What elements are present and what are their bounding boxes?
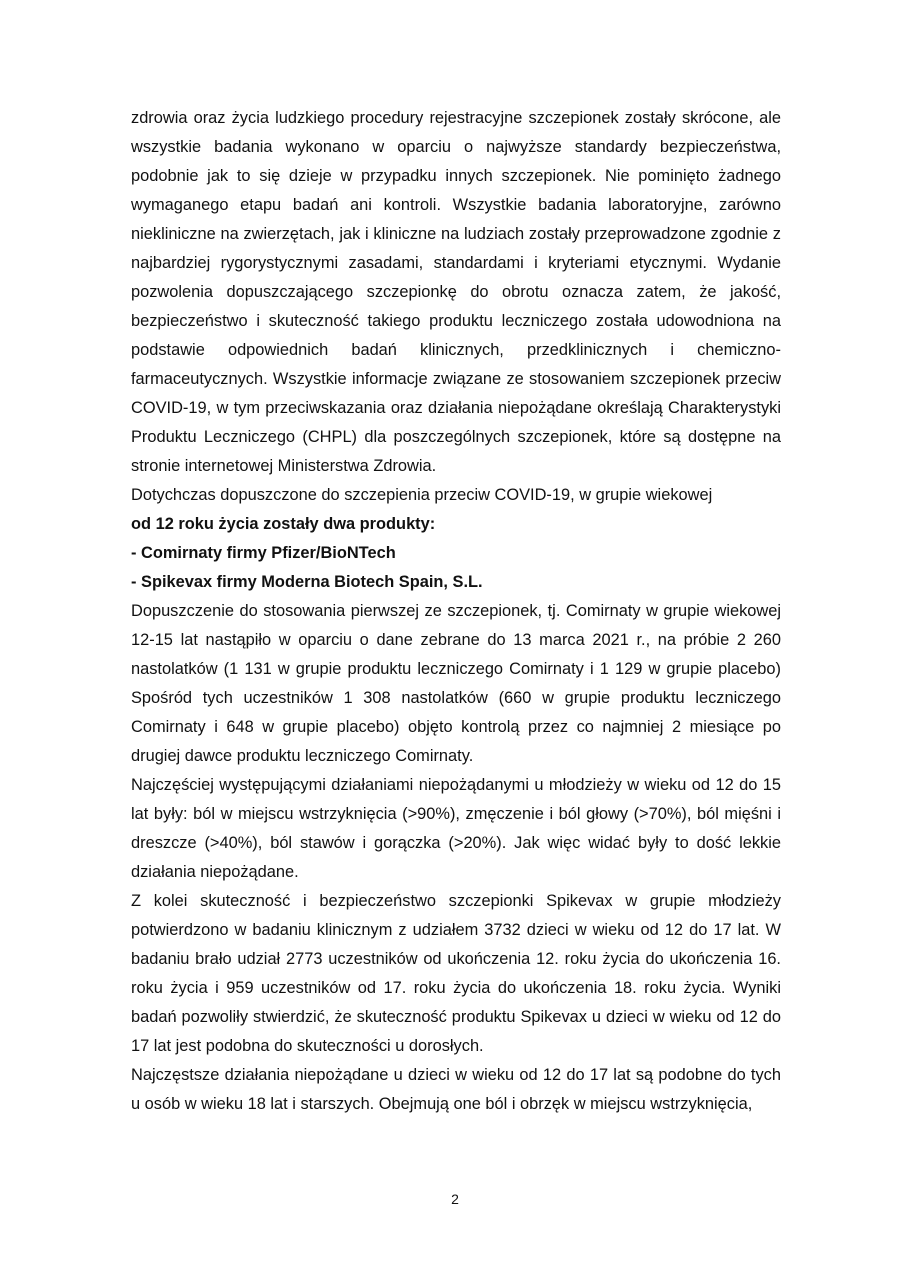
paragraph-spikevax-study: Z kolei skuteczność i bezpieczeństwo szczepionki Spikevax w grupie młodzieży potwierdzono w badaniu klinicznym z udziałem 3732 dzieci w wieku od 12 do 17 lat. W badaniu brało udział 2773 uczestników od ukończenia 12. roku życia do ukończenia 16. roku życia i 959 uczestników od 17. roku życia do ukończenia 18. roku życia. Wyniki badań pozwoliły stwierdzić, że skuteczność produktu Spikevax u dzieci w wieku od 12 do 17 lat jest podobna do skuteczności u dorosłych.	[131, 892, 781, 1055]
paragraph-comirnaty-approval: Dopuszczenie do stosowania pierwszej ze szczepionek, tj. Comirnaty w grupie wiekowej 12-15 lat nastąpiło w oparciu o dane zebrane do 13 marca 2021 r., na próbie 2 260 nastolatków (1 131 w grupie produktu leczniczego Comirnaty i 1 129 w grupie placebo) Spośród tych uczestników 1 308 nastolatków (660 w grupie produktu leczniczego Comirnaty i 648 w grupie placebo) objęto kontrolą przez co najmniej 2 miesiące po drugiej dawce produktu leczniczego Comirnaty.	[131, 602, 781, 765]
page-number: 2	[451, 1191, 459, 1207]
paragraph-side-effects-comirnaty: Najczęściej występującymi działaniami niepożądanymi u młodzieży w wieku od 12 do 15 lat były: ból w miejscu wstrzyknięcia (>90%), zmęczenie i ból głowy (>70%), ból mięśni i dreszcze (>40%), ból stawów i gorączka (>20%). Jak więc widać były to dość lekkie działania niepożądane.	[131, 776, 781, 881]
list-item-comirnaty: - Comirnaty firmy Pfizer/BioNTech	[131, 544, 396, 562]
document-body	[131, 104, 781, 1119]
paragraph-approved-intro: Dotychczas dopuszczone do szczepienia przeciw COVID-19, w grupie wiekowej	[131, 486, 713, 504]
list-item-spikevax: - Spikevax firmy Moderna Biotech Spain, S.L.	[131, 573, 483, 591]
paragraph-approved-heading: od 12 roku życia zostały dwa produkty:	[131, 515, 436, 533]
paragraph-side-effects-spikevax: Najczęstsze działania niepożądane u dzieci w wieku od 12 do 17 lat są podobne do tych u osób w wieku 18 lat i starszych. Obejmują one ból i obrzęk w miejscu wstrzyknięcia,	[131, 1066, 781, 1113]
paragraph-vaccine-safety: zdrowia oraz życia ludzkiego procedury rejestracyjne szczepionek zostały skrócone, ale wszystkie badania wykonano w oparciu o najwyższe standardy bezpieczeństwa, podobnie jak to się dzieje w przypadku innych szczepionek. Nie pominięto żadnego wymaganego etapu badań ani kontroli. Wszystkie badania laboratoryjne, zarówno niekliniczne na zwierzętach, jak i kliniczne na ludziach zostały przeprowadzone zgodnie z najbardziej rygorystycznymi zasadami, standardami i kryteriami etycznymi. Wydanie pozwolenia dopuszczającego szczepionkę do obrotu oznacza zatem, że jakość, bezpieczeństwo i skuteczność takiego produktu leczniczego została udowodniona na podstawie odpowiednich badań klinicznych, przedklinicznych i chemiczno-farmaceutycznych. Wszystkie informacje związane ze stosowaniem szczepionek przeciw COVID-19, w tym przeciwskazania oraz działania niepożądane określają Charakterystyki Produktu Leczniczego (CHPL) dla poszczególnych szczepionek, które są dostępne na stronie internetowej Ministerstwa Zdrowia.	[131, 109, 781, 475]
